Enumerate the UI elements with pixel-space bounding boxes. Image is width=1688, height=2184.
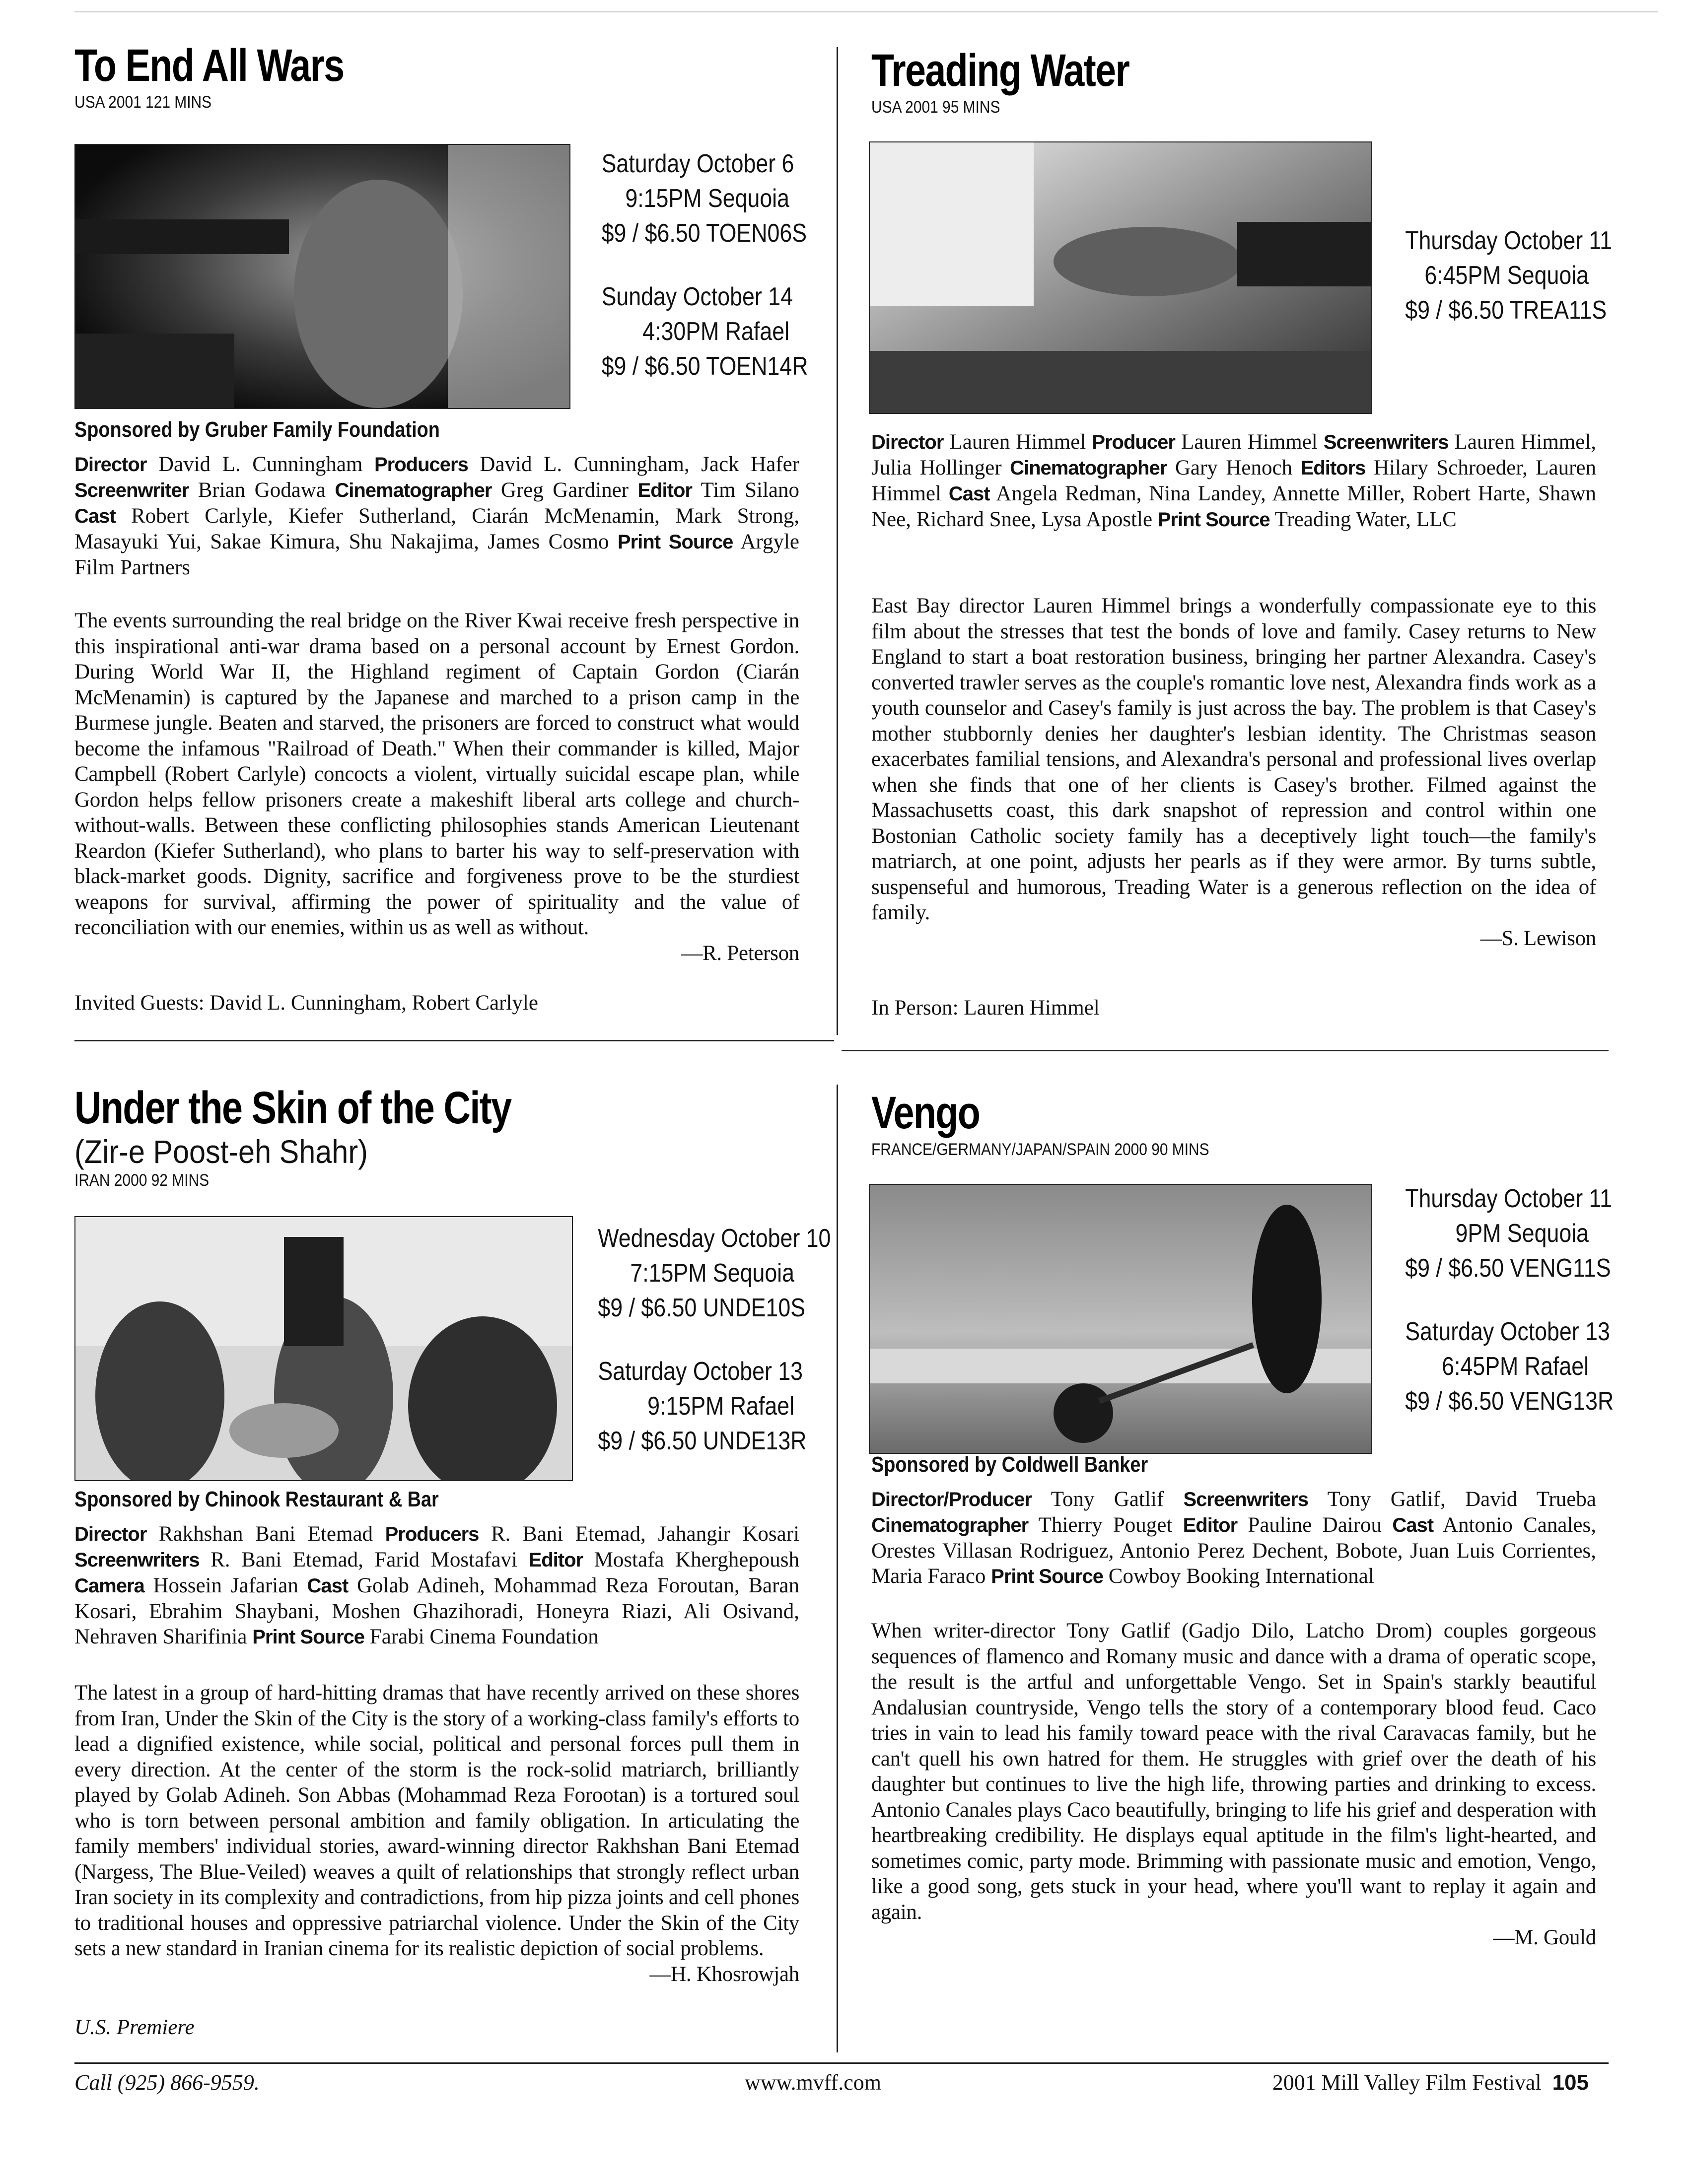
screening-entry	[566, 1221, 831, 1325]
film-credits	[74, 452, 799, 580]
credit-names: R. Bani Etemad, Jahangir Kosari	[491, 1522, 800, 1546]
credit-names: R. Bani Etemad, Farid Mostafavi	[211, 1548, 518, 1571]
screening-day: Saturday October 13	[598, 1357, 803, 1386]
film-alt-title: (Zir-e Poost-eh Shahr)	[74, 1133, 368, 1170]
credit-names: Hossein Jafarian	[153, 1574, 298, 1597]
credit-names: Argyle Film Partners	[74, 530, 800, 579]
credit-names: Pauline Dairou	[1248, 1513, 1382, 1537]
screening-times	[1375, 223, 1612, 356]
review-byline: —R. Peterson	[681, 941, 799, 965]
sponsor-line: Sponsored by Chinook Restaurant & Bar	[74, 1487, 439, 1511]
credit-role: Editors	[1300, 457, 1366, 479]
screening-time-venue: 6:45PM Sequoia	[1424, 261, 1589, 290]
credit-names: Mostafa Kherghepoush	[594, 1548, 800, 1571]
credit-role: Screenwriters	[1183, 1489, 1309, 1510]
credit-names: Tim Silano	[701, 478, 800, 502]
film-entry-treading-water	[871, 45, 1186, 117]
film-meta: USA 2001 95 MINS	[871, 98, 1000, 117]
credit-role: Print Source	[617, 531, 733, 553]
page-number: 105	[1552, 2070, 1589, 2095]
credit-role: Producer	[1092, 431, 1175, 453]
synopsis-text: When writer-director Tony Gatlif (Gadjo Dilo, Latcho Drom) couples gorgeous sequences of flamenco and Romany music and dance with a drama of operatic scope, the result is the artful and unforgettable Vengo. Set in Spain's starkly beautiful Andalusian countryside, Vengo tells the story of a contemporary blood feud. Caco tries in vain to lead his family toward peace with the rival Caravacas family, but he can't quell his own hatred for them. He struggles with grief over the death of his daughter but continues to live the high life, throwing parties and drinking to excess. Antonio Canales plays Caco beautifully, bringing to life his grief and desperation with heartbreaking credibility. He displays equal aptitude in the film's light-hearted, and sometimes comic, party mode. Brimming with passionate music and emotion, Vengo, like a good song, gets stuck in your head, where you'll want to replay it again and again.	[871, 1619, 1596, 1924]
screening-entry	[566, 1354, 807, 1458]
film-still-photo	[869, 141, 1372, 414]
credit-names: Hilary Schroeder, Lauren Himmel	[871, 456, 1596, 505]
credit-role: Cast	[74, 505, 116, 527]
premiere-note: U.S. Premiere	[74, 2016, 195, 2039]
row-divider-left	[74, 1040, 834, 1041]
credit-role: Editor	[1183, 1514, 1238, 1536]
film-title: Treading Water	[871, 45, 1129, 96]
credit-role: Camera	[74, 1575, 144, 1597]
film-meta: IRAN 2000 92 MINS	[74, 1171, 210, 1190]
credit-names: Golab Adineh, Mohammad Reza Foroutan, Baran Kosari, Ebrahim Shaybani, Moshen Ghazihoradi, Honeyra Riazi, Ali Osivand, Nehraven Sharifinia	[74, 1574, 799, 1648]
film-credits	[871, 1487, 1596, 1589]
column-divider-top	[837, 47, 838, 1035]
credit-names: Lauren Himmel, Julia Hollinger	[871, 430, 1597, 479]
screening-entry	[1375, 1314, 1614, 1419]
row-divider-right	[842, 1050, 1609, 1051]
screening-times	[566, 1221, 831, 1487]
credit-role: Cinematographer	[871, 1514, 1029, 1536]
credit-names: Treading Water, LLC	[1274, 508, 1457, 531]
credit-names: Thierry Pouget	[1038, 1513, 1173, 1537]
screening-time-venue: 6:45PM Rafael	[1442, 1352, 1589, 1381]
credit-names: Lauren Himmel	[1181, 430, 1318, 454]
screening-price-code: $9 / $6.50 UNDE10S	[598, 1294, 806, 1322]
film-synopsis	[74, 1680, 799, 1987]
film-title: To End All Wars	[74, 40, 344, 91]
credit-role: Screenwriters	[74, 1549, 200, 1571]
review-byline: —H. Khosrowjah	[649, 1962, 799, 1986]
credit-names: Brian Godawa	[198, 478, 326, 502]
credit-names: Cowboy Booking International	[1108, 1565, 1374, 1588]
screening-time-venue: 9PM Sequoia	[1455, 1219, 1589, 1248]
film-synopsis	[871, 593, 1596, 951]
film-meta: USA 2001 121 MINS	[74, 93, 212, 112]
footer-festival	[1272, 2070, 1589, 2096]
review-byline: —S. Lewison	[1480, 926, 1596, 950]
film-meta: FRANCE/GERMANY/JAPAN/SPAIN 2000 90 MINS	[871, 1140, 1209, 1159]
credit-names: Tony Gatlif	[1051, 1488, 1164, 1511]
credit-names: Angela Redman, Nina Landey, Annette Miller, Robert Harte, Shawn Nee, Richard Snee, Lysa Apostle	[871, 482, 1596, 531]
film-title: Vengo	[871, 1088, 980, 1138]
screening-time-venue: 9:15PM Sequoia	[625, 184, 789, 213]
screening-price-code: $9 / $6.50 VENG11S	[1405, 1254, 1611, 1283]
sponsor-line: Sponsored by Coldwell Banker	[871, 1452, 1148, 1477]
footer-phone: Call (925) 866-9559.	[74, 2070, 260, 2095]
synopsis-text: The latest in a group of hard-hitting dramas that have recently arrived on these shores from Iran, Under the Skin of the City is the story of a working-class family's efforts to lead a dignified existence, while social, political and personal forces pull them in every direction. At the center of the storm is the rock-solid matriarch, brilliantly played by Golab Adineh. Son Abbas (Mohammad Reza Forootan) is a tortured soul who is torn between personal ambition and family obligation. In articulating the family members' individual stories, award-winning director Rakhshan Bani Etemad (Nargess, The Blue-Veiled) weaves a quilt of relationships that strongly reflect urban Iran society in its complexity and contradictions, from hip pizza joints and cell phones to traditional houses and oppressive patriarchal violence. Under the Skin of the City sets a new standard in Iranian cinema for its realistic depiction of social problems.	[74, 1681, 799, 1960]
top-rule	[74, 11, 1658, 12]
review-byline: —M. Gould	[1493, 1926, 1596, 1949]
screening-times	[1375, 1181, 1614, 1447]
footer-rule	[74, 2062, 1609, 2064]
film-still-photo	[74, 144, 570, 409]
synopsis-text: East Bay director Lauren Himmel brings a wonderfully compassionate eye to this film about the stresses that test the bonds of love and family. Casey returns to New England to start a boat restoration business, bringing her partner Alexandra. Casey's converted trawler serves as the couple's romantic love nest, Alexandra finds work as a youth counselor and Casey's family is just across the bay. The problem is that Casey's mother stubbornly denies her daughter's lesbian identity. The Christmas season exacerbates familial tensions, and Alexandra's personal and professional lives overlap when she finds that one of her clients is Casey's brother. Filmed against the Massachusetts coast, this dark snapshot of repression and control within one Bostonian Catholic society family has a deceptively light touch—the family's matriarch, at one point, adjusts her pearls as if they were armor. By turns subtle, suspenseful and humorous, Treading Water is a generous reflection on the idea of family.	[871, 594, 1596, 924]
credit-role: Cast	[948, 483, 990, 505]
film-synopsis	[871, 1618, 1596, 1951]
credit-names: David L. Cunningham	[158, 453, 363, 476]
credit-names: Farabi Cinema Foundation	[369, 1625, 599, 1648]
screening-time-venue: 4:30PM Rafael	[642, 317, 789, 346]
credit-role: Screenwriter	[74, 479, 189, 501]
credit-role: Producers	[374, 454, 468, 476]
screening-day: Saturday October 6	[601, 149, 794, 178]
screening-times	[571, 146, 808, 412]
screening-entry	[571, 279, 808, 384]
screening-entry	[1375, 223, 1612, 328]
screening-entry	[571, 146, 807, 251]
film-synopsis	[74, 608, 799, 966]
credit-names: Rakhshan Bani Etemad	[158, 1522, 373, 1546]
screening-price-code: $9 / $6.50 TREA11S	[1405, 296, 1607, 325]
screening-price-code: $9 / $6.50 UNDE13R	[598, 1427, 807, 1455]
screening-price-code: $9 / $6.50 VENG13R	[1405, 1387, 1614, 1416]
credit-role: Director/Producer	[871, 1489, 1032, 1510]
screening-price-code: $9 / $6.50 TOEN14R	[601, 352, 808, 381]
sponsor-line: Sponsored by Gruber Family Foundation	[74, 417, 440, 442]
footer-website[interactable]: www.mvff.com	[745, 2070, 881, 2095]
screening-day: Thursday October 11	[1405, 226, 1612, 255]
credit-role: Cinematographer	[1010, 457, 1167, 479]
credit-role: Director	[74, 1523, 147, 1545]
credit-names: Lauren Himmel	[949, 430, 1086, 454]
festival-name: 2001 Mill Valley Film Festival	[1272, 2070, 1542, 2095]
film-still-photo	[869, 1184, 1372, 1454]
credit-role: Cast	[1392, 1514, 1434, 1536]
film-credits	[74, 1521, 799, 1650]
screening-price-code: $9 / $6.50 TOEN06S	[601, 219, 807, 248]
film-title: Under the Skin of the City	[74, 1083, 511, 1133]
credit-names: Tony Gatlif, David Trueba	[1327, 1488, 1596, 1511]
credit-role: Print Source	[252, 1626, 365, 1648]
credit-role: Print Source	[1157, 509, 1270, 531]
credit-names: Gary Henoch	[1175, 456, 1293, 479]
credit-role: Screenwriters	[1323, 431, 1449, 453]
screening-day: Sunday October 14	[601, 282, 793, 311]
film-entry-under-the-skin-of-the-city	[74, 1082, 607, 1190]
credit-role: Producers	[385, 1523, 479, 1545]
film-still-photo	[74, 1216, 573, 1481]
in-person-guests: In Person: Lauren Himmel	[871, 996, 1100, 1020]
credit-names: Robert Carlyle, Kiefer Sutherland, Ciarán McMenamin, Mark Strong, Masayuki Yui, Sakae Kimura, Shu Nakajima, James Cosmo	[74, 504, 800, 553]
screening-day: Thursday October 11	[1405, 1184, 1612, 1213]
screening-day: Saturday October 13	[1405, 1317, 1610, 1346]
film-entry-vengo	[871, 1087, 1255, 1160]
film-entry-to-end-all-wars	[74, 40, 403, 112]
film-credits	[871, 429, 1596, 533]
screening-entry	[1375, 1181, 1612, 1286]
invited-guests: Invited Guests: David L. Cunningham, Robert Carlyle	[74, 991, 538, 1015]
synopsis-text: The events surrounding the real bridge on the River Kwai receive fresh perspective in this inspirational anti-war drama based on a personal account by Ernest Gordon. During World War II, the Highland regiment of Captain Gordon (Ciarán McMenamin) is captured by the Japanese and marched to a prison camp in the Burmese jungle. Beaten and starved, the prisoners are forced to construct what would become the infamous "Railroad of Death." When their commander is killed, Major Campbell (Robert Carlyle) concocts a violent, virtually suicidal escape plan, while Gordon helps fellow prisoners create a makeshift liberal arts college and church-without-walls. Between these conflicting philosophies stands American Lieutenant Reardon (Kiefer Sutherland), who plans to barter his way to self-preservation with black-market goods. Dignity, sacrifice and forgiveness prove to be the sturdiest weapons for survival, affirming the power of spirituality and the value of reconciliation with our enemies, within us as well as without.	[74, 609, 799, 939]
credit-names: Greg Gardiner	[500, 478, 629, 502]
credit-role: Cast	[307, 1575, 349, 1597]
credit-role: Director	[74, 454, 147, 476]
credit-names: Antonio Canales, Orestes Villasan Rodriguez, Antonio Perez Dechent, Bobote, Juan Luis Corrientes, Maria Faraco	[871, 1513, 1596, 1588]
credit-names: David L. Cunningham, Jack Hafer	[480, 453, 799, 476]
credit-role: Cinematographer	[335, 479, 492, 501]
column-divider-bottom	[837, 1085, 838, 2052]
screening-day: Wednesday October 10	[598, 1224, 831, 1253]
credit-role: Editor	[637, 479, 692, 501]
screening-time-venue: 7:15PM Sequoia	[630, 1259, 794, 1288]
screening-time-venue: 9:15PM Rafael	[647, 1392, 794, 1421]
credit-role: Director	[871, 431, 944, 453]
credit-role: Editor	[528, 1549, 583, 1571]
credit-role: Print Source	[991, 1566, 1104, 1587]
